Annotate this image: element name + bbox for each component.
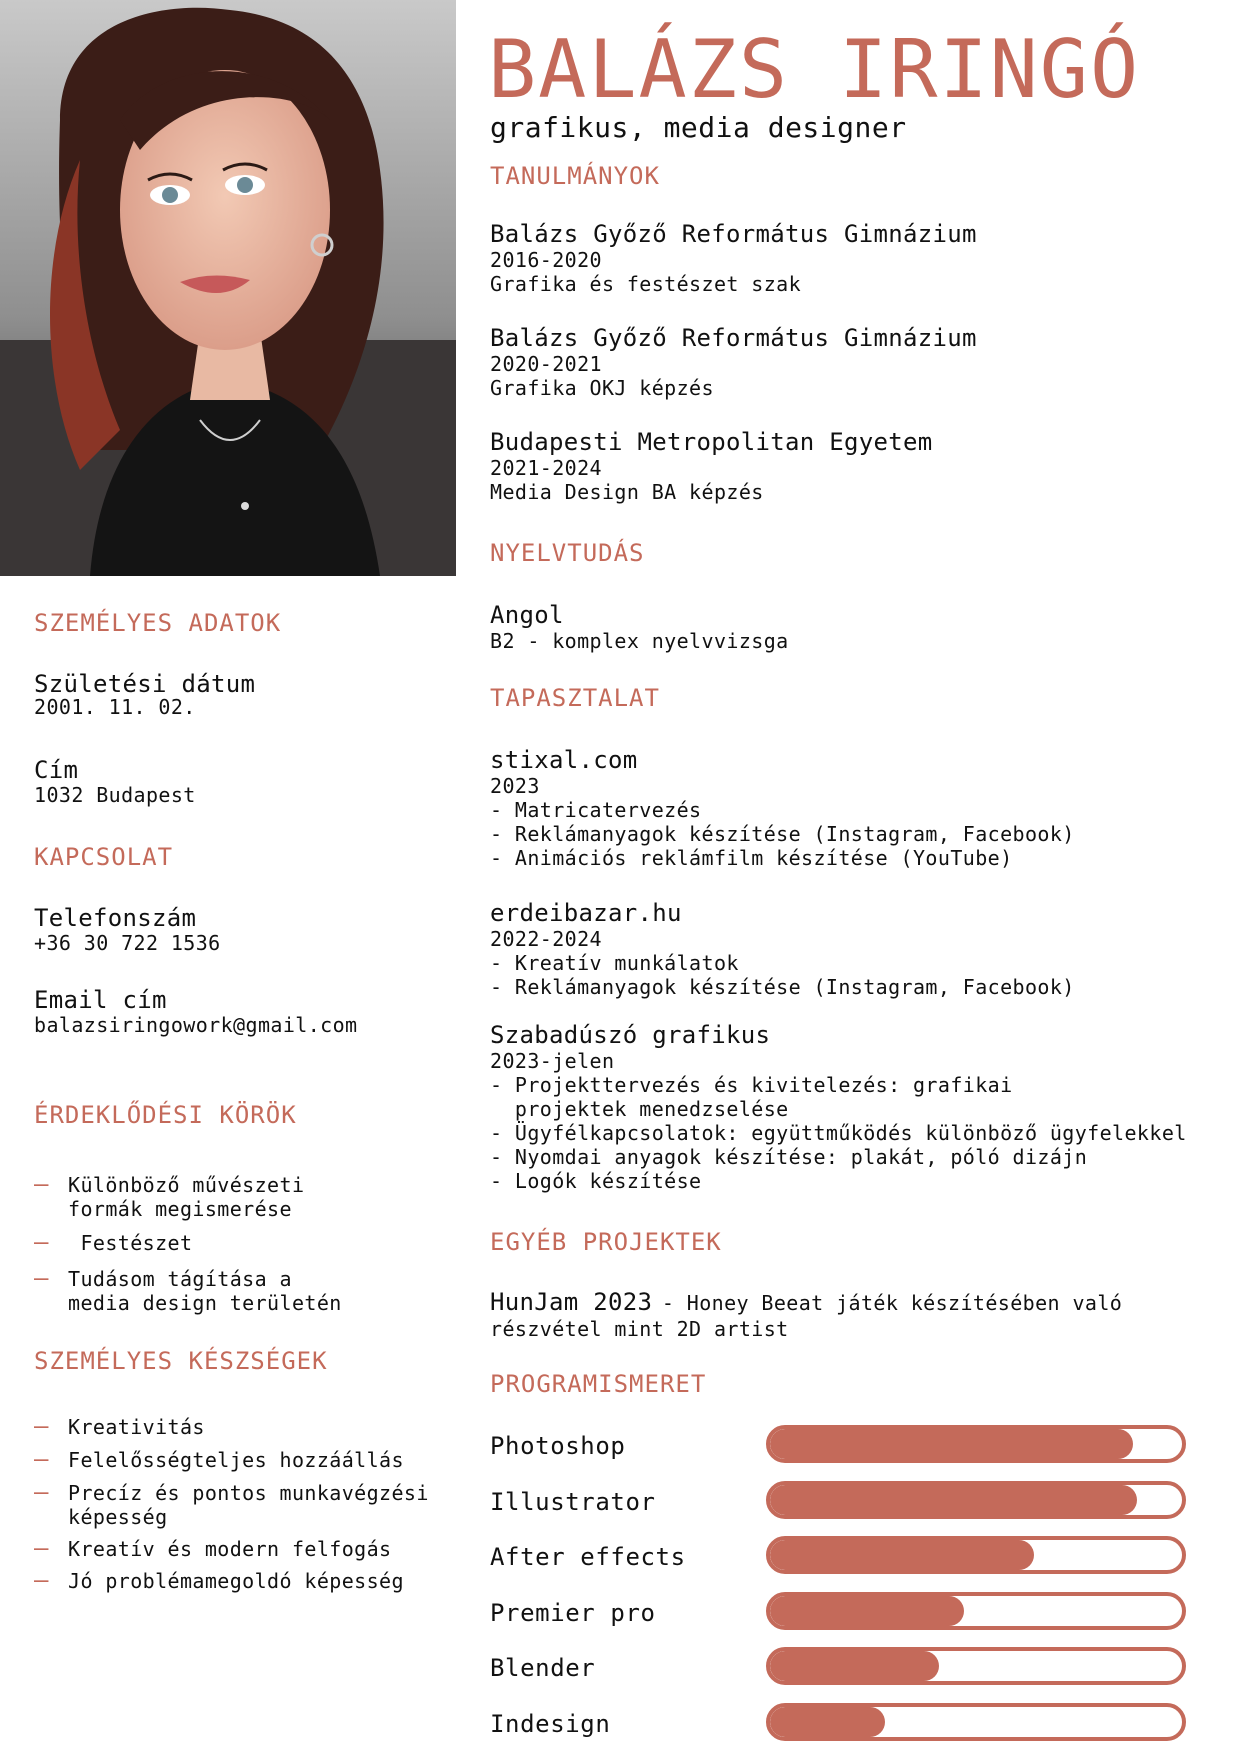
portrait-image bbox=[0, 0, 456, 576]
software-level-bar bbox=[766, 1647, 1186, 1685]
software-level-bar bbox=[766, 1425, 1186, 1463]
software-level-fill bbox=[770, 1485, 1137, 1515]
experience-heading: TAPASZTALAT bbox=[490, 684, 660, 712]
address-label: Cím bbox=[34, 756, 79, 784]
software-level-fill bbox=[770, 1429, 1133, 1459]
contact-heading: KAPCSOLAT bbox=[34, 843, 174, 871]
dash-icon: – bbox=[34, 1170, 49, 1198]
languages-heading: NYELVTUDÁS bbox=[490, 539, 645, 567]
education-item: Budapesti Metropolitan Egyetem 2021-2024 Media Design BA képzés bbox=[490, 428, 933, 504]
language-item: Angol B2 - komplex nyelvvizsga bbox=[490, 601, 789, 653]
dash-icon: – bbox=[34, 1566, 49, 1594]
interest-item: – Tudásom tágítása a media design területén bbox=[34, 1264, 342, 1315]
birth-date-block bbox=[34, 670, 256, 719]
dash-icon: – bbox=[34, 1228, 49, 1256]
job-title: grafikus, media designer bbox=[490, 111, 907, 144]
dash-icon: – bbox=[34, 1264, 49, 1292]
address-block bbox=[34, 758, 196, 806]
skill-item: – Jó problémamegoldó képesség bbox=[34, 1566, 404, 1594]
software-label: Indesign bbox=[490, 1710, 611, 1738]
address-value: 1032 Budapest bbox=[34, 783, 196, 807]
email-value: balazsiringowork@gmail.com bbox=[34, 1013, 358, 1037]
software-level-fill bbox=[770, 1596, 964, 1626]
dash-icon: – bbox=[34, 1445, 49, 1473]
education-heading: TANULMÁNYOK bbox=[490, 162, 660, 190]
education-item: Balázs Győző Református Gimnázium 2016-2020 Grafika és festészet szak bbox=[490, 220, 977, 296]
profile-photo bbox=[0, 0, 456, 576]
skills-heading: SZEMÉLYES KÉSZSÉGEK bbox=[34, 1347, 328, 1375]
software-level-fill bbox=[770, 1707, 885, 1737]
project-desc-line2: részvétel mint 2D artist bbox=[490, 1317, 789, 1341]
software-level-bar bbox=[766, 1592, 1186, 1630]
project-item bbox=[490, 1290, 1122, 1343]
software-heading: PROGRAMISMERET bbox=[490, 1370, 707, 1398]
full-name: BALÁZS IRINGÓ bbox=[488, 23, 1141, 116]
software-label: Premier pro bbox=[490, 1599, 656, 1627]
phone-value: +36 30 722 1536 bbox=[34, 931, 221, 955]
birth-label: Születési dátum bbox=[34, 670, 256, 698]
software-level-fill bbox=[770, 1540, 1034, 1570]
interest-item: – Különböző művészeti formák megismerése bbox=[34, 1170, 305, 1221]
software-label: After effects bbox=[490, 1543, 686, 1571]
software-level-fill bbox=[770, 1651, 939, 1681]
interest-item: – Festészet bbox=[34, 1228, 193, 1256]
experience-item: Szabadúszó grafikus 2023-jelen - Projekttervezés és kivitelezés: grafikai projektek menedzselése - Ügyfélkapcsolatok: együttműködés különböző ügyfelekkel - Nyomdai anyagok készítése: plakát, póló dizájn - Logók készítése bbox=[490, 1021, 1187, 1193]
projects-heading: EGYÉB PROJEKTEK bbox=[490, 1228, 722, 1256]
email-label: Email cím bbox=[34, 986, 167, 1014]
project-title: HunJam 2023 bbox=[490, 1288, 653, 1316]
software-level-bar bbox=[766, 1703, 1186, 1741]
software-label: Photoshop bbox=[490, 1432, 626, 1460]
skill-item: – Kreativitás bbox=[34, 1412, 205, 1440]
phone-label: Telefonszám bbox=[34, 904, 197, 932]
birth-value: 2001. 11. 02. bbox=[34, 695, 196, 719]
email-block bbox=[34, 988, 357, 1036]
dash-icon: – bbox=[34, 1478, 49, 1506]
experience-item: erdeibazar.hu 2022-2024 - Kreatív munkálatok - Reklámanyagok készítése (Instagram, Facebook) bbox=[490, 899, 1075, 999]
experience-item: stixal.com 2023 - Matricatervezés - Reklámanyagok készítése (Instagram, Facebook) - Animációs reklámfilm készítése (YouTube) bbox=[490, 746, 1075, 870]
software-level-bar bbox=[766, 1481, 1186, 1519]
dash-icon: – bbox=[34, 1412, 49, 1440]
skill-item: – Kreatív és modern felfogás bbox=[34, 1534, 392, 1562]
project-desc-line1: - Honey Beeat játék készítésében való bbox=[661, 1291, 1123, 1315]
skill-item: – Felelősségteljes hozzáállás bbox=[34, 1445, 404, 1473]
interests-heading: ÉRDEKLŐDÉSI KÖRÖK bbox=[34, 1101, 297, 1129]
phone-block bbox=[34, 906, 221, 954]
software-label: Illustrator bbox=[490, 1488, 656, 1516]
software-label: Blender bbox=[490, 1654, 596, 1682]
dash-icon: – bbox=[34, 1534, 49, 1562]
skill-item: – Precíz és pontos munkavégzési képesség bbox=[34, 1478, 429, 1529]
education-item: Balázs Győző Református Gimnázium 2020-2021 Grafika OKJ képzés bbox=[490, 324, 977, 400]
personal-heading: SZEMÉLYES ADATOK bbox=[34, 609, 282, 637]
software-level-bar bbox=[766, 1536, 1186, 1574]
